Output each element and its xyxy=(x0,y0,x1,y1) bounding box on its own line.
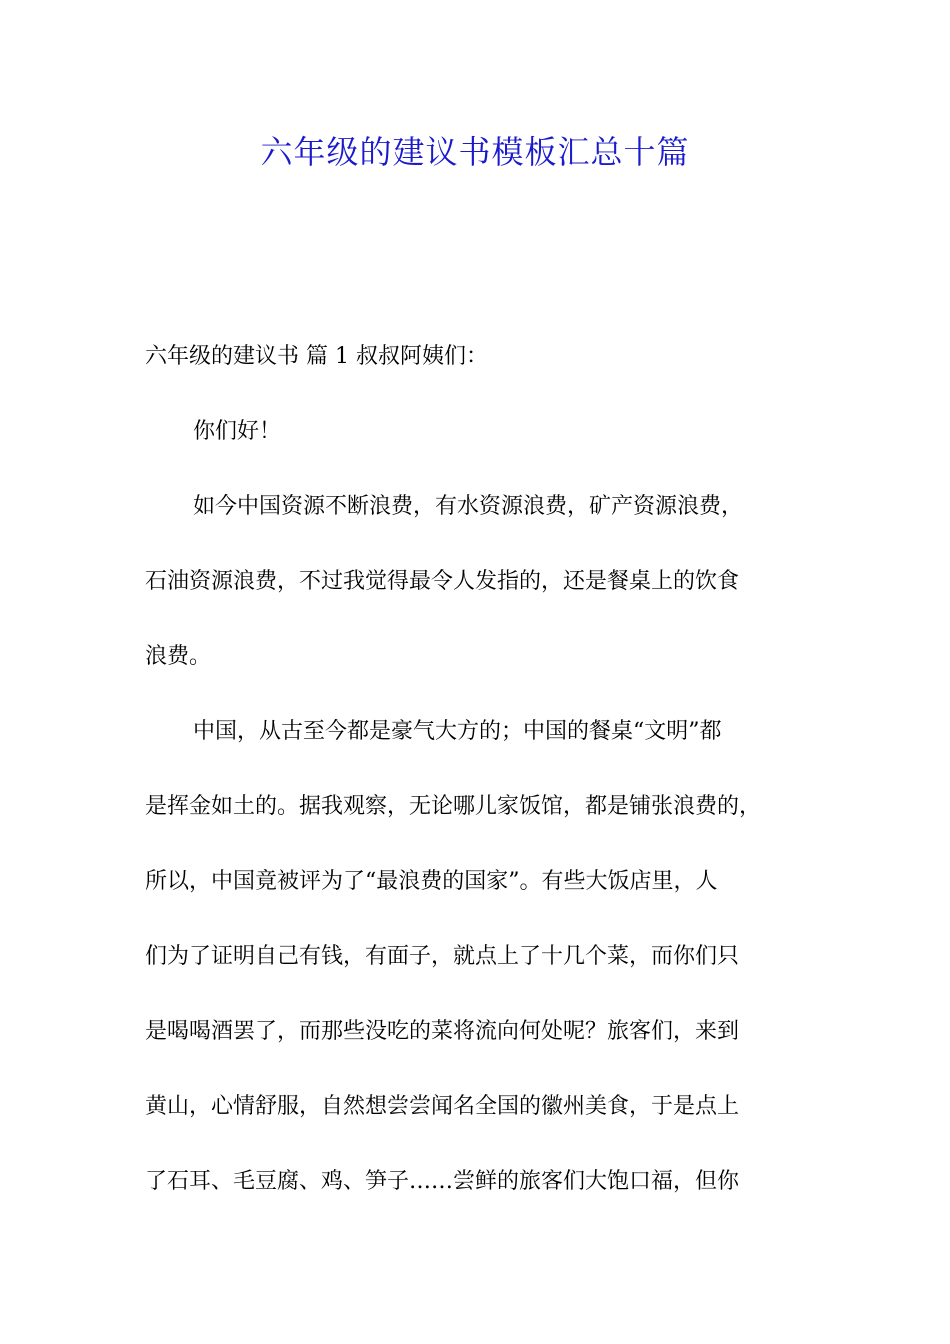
document-title: 六年级的建议书模板汇总十篇 xyxy=(260,133,690,171)
text-line-salutation: 六年级的建议书 篇 1 叔叔阿姨们： xyxy=(145,344,488,369)
text-line: 如今中国资源不断浪费，有水资源浪费，矿产资源浪费， xyxy=(193,494,744,519)
text-line-greeting: 你们好！ xyxy=(193,419,282,444)
text-line: 们为了证明自己有钱，有面子，就点上了十几个菜，而你们只 xyxy=(145,944,740,969)
document-body xyxy=(145,338,825,1201)
text-line: 所以，中国竟被评为了“最浪费的国家”。有些大饭店里，人 xyxy=(145,869,718,894)
text-line: 中国，从古至今都是豪气大方的；中国的餐桌“文明”都 xyxy=(193,719,722,744)
text-line: 了石耳、毛豆腐、鸡、笋子……尝鲜的旅客们大饱口福，但你 xyxy=(145,1169,740,1194)
text-line: 是喝喝酒罢了，而那些没吃的菜将流向何处呢？旅客们，来到 xyxy=(145,1019,740,1044)
text-line: 黄山，心情舒服，自然想尝尝闻名全国的徽州美食，于是点上 xyxy=(145,1094,740,1119)
text-line: 石油资源浪费，不过我觉得最令人发指的，还是餐桌上的饮食 xyxy=(145,569,740,594)
text-line: 是挥金如土的。据我观察，无论哪儿家饭馆，都是铺张浪费的， xyxy=(145,794,762,819)
text-line: 浪费。 xyxy=(145,644,212,669)
